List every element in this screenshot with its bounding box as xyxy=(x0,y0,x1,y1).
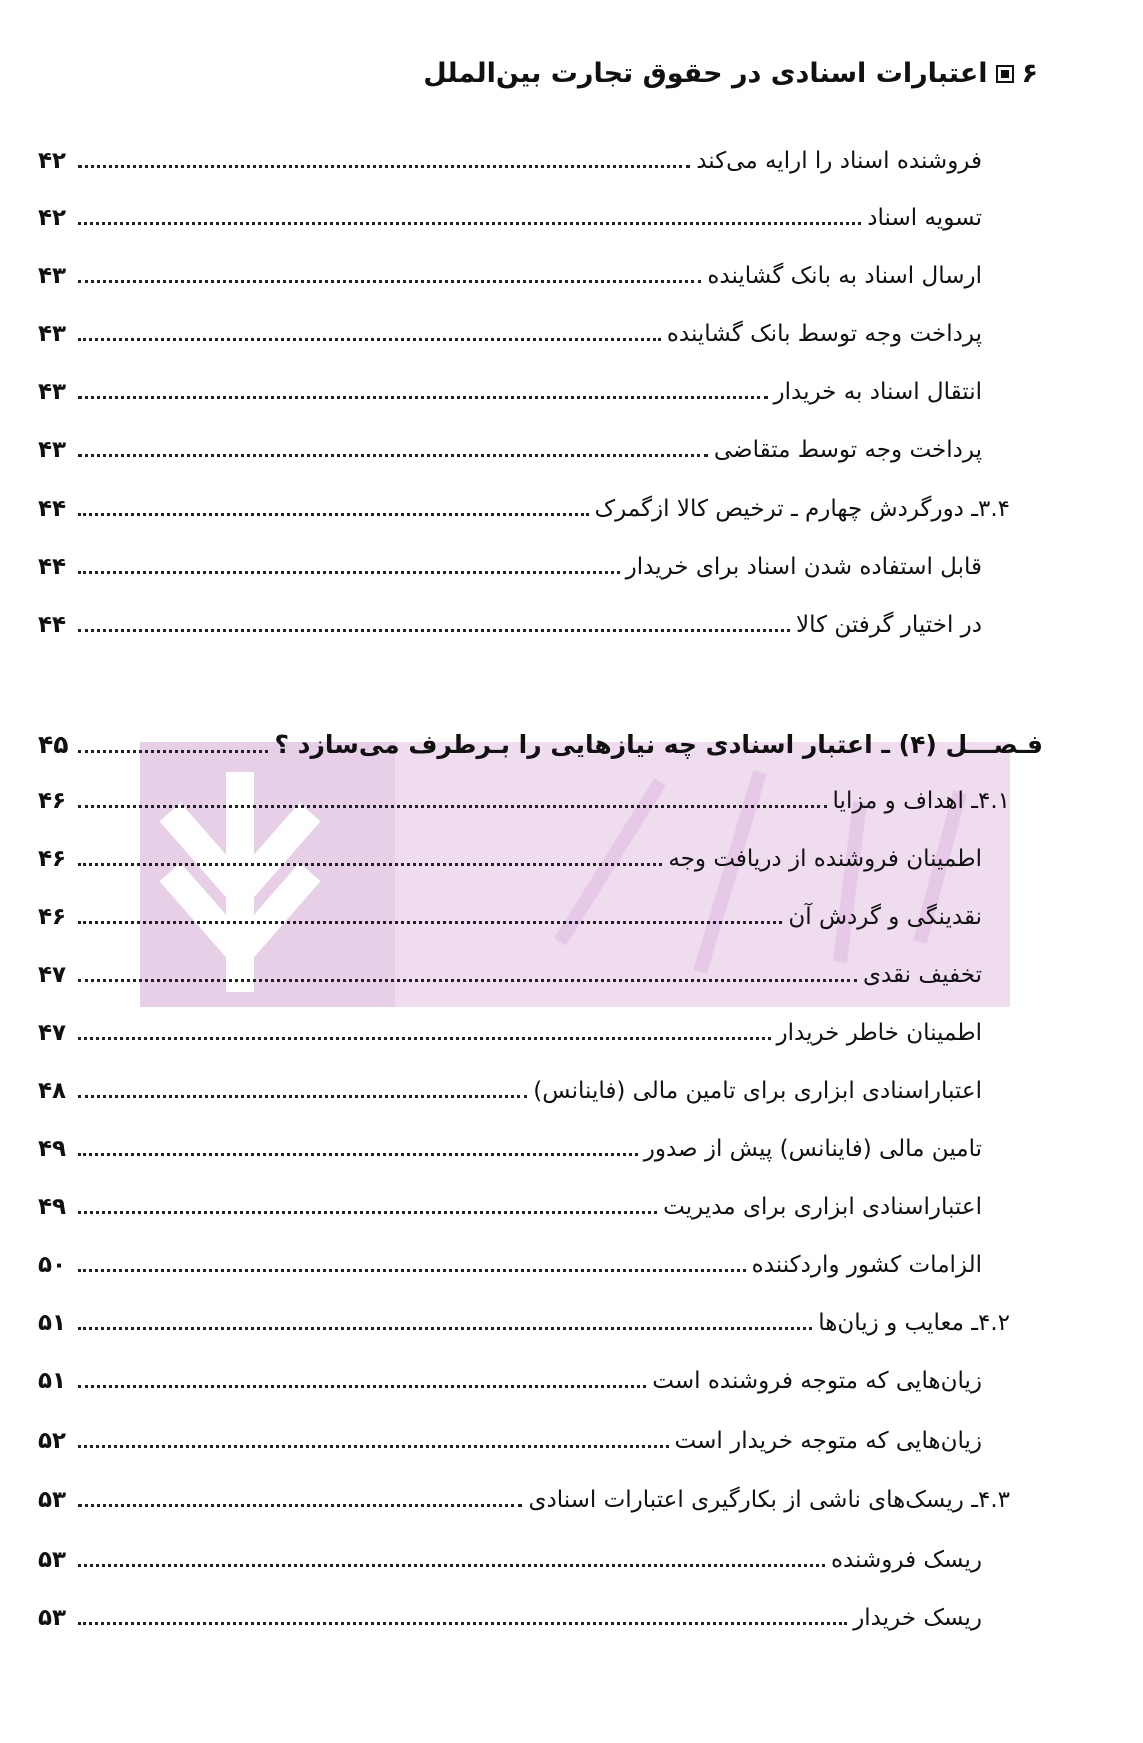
entry-page: ۴۳ xyxy=(38,263,67,289)
entry-page: ۵۱ xyxy=(38,1310,67,1336)
entry-page: ۴۳ xyxy=(38,321,67,347)
toc-entry xyxy=(38,1605,982,1641)
toc-entry xyxy=(38,1368,982,1404)
running-header xyxy=(423,58,1038,89)
dot-leader xyxy=(78,805,827,808)
dot-leader xyxy=(78,629,790,632)
entry-title: ۳.۴ـ دورگردش چهارم ـ ترخیص کالا ازگمرک xyxy=(594,496,1010,522)
entry-page: ۵۱ xyxy=(38,1368,67,1394)
entry-page: ۴۴ xyxy=(38,612,67,638)
entry-title: فـصـــل (۴) ـ اعتبار اسنادی چه نیازهایی را بـرطرف می‌سازد ؟ xyxy=(274,730,1043,759)
dot-leader xyxy=(78,222,861,225)
toc-entry xyxy=(38,962,982,998)
toc-entry xyxy=(38,1136,982,1172)
entry-title: اعتباراسنادی ابزاری برای تامین مالی (فاینانس) xyxy=(533,1078,982,1104)
dot-leader xyxy=(78,1095,527,1098)
dot-leader xyxy=(78,1622,847,1625)
toc-entry xyxy=(38,379,982,415)
toc-entry xyxy=(38,205,982,241)
entry-page: ۴۴ xyxy=(38,554,67,580)
entry-page: ۴۷ xyxy=(38,1020,67,1046)
dot-leader xyxy=(78,750,268,753)
entry-page: ۵۲ xyxy=(38,1428,67,1454)
entry-page: ۴۷ xyxy=(38,962,67,988)
toc-entry xyxy=(38,148,982,184)
book-title: اعتبارات اسنادی در حقوق تجارت بین‌الملل xyxy=(423,58,988,89)
toc-entry xyxy=(38,321,982,357)
entry-title: تخفیف نقدی xyxy=(862,962,982,988)
dot-leader xyxy=(78,1564,825,1567)
toc-entry xyxy=(38,1078,982,1114)
dot-leader xyxy=(78,863,662,866)
toc-entry xyxy=(38,554,982,590)
dot-leader xyxy=(78,1153,638,1156)
toc-entry xyxy=(38,904,982,940)
entry-title: زیان‌هایی که متوجه فروشنده است xyxy=(652,1368,982,1394)
entry-page: ۵۰ xyxy=(38,1252,67,1278)
dot-leader xyxy=(78,571,620,574)
dot-leader xyxy=(78,1385,646,1388)
entry-title: تامین مالی (فاینانس) پیش از صدور xyxy=(643,1136,982,1162)
entry-title: فروشنده اسناد را ارایه می‌کند xyxy=(696,148,982,174)
dot-leader xyxy=(78,396,768,399)
entry-page: ۴۲ xyxy=(38,148,67,174)
entry-page: ۴۵ xyxy=(38,730,69,759)
dot-leader xyxy=(78,1269,746,1272)
entry-title: ریسک فروشنده xyxy=(830,1547,982,1573)
toc-entry xyxy=(38,1020,982,1056)
entry-page: ۵۳ xyxy=(38,1605,67,1631)
dot-leader xyxy=(78,921,782,924)
entry-page: ۴۹ xyxy=(38,1194,67,1220)
entry-page: ۴۲ xyxy=(38,205,67,231)
toc-entry xyxy=(38,263,982,299)
dot-leader xyxy=(78,454,708,457)
dot-leader xyxy=(78,1504,522,1507)
toc-entry xyxy=(38,496,1010,532)
entry-title: پرداخت وجه توسط متقاضی xyxy=(713,437,982,463)
entry-page: ۵۳ xyxy=(38,1487,67,1513)
dot-leader xyxy=(78,280,701,283)
entry-page: ۴۳ xyxy=(38,437,67,463)
entry-page: ۵۳ xyxy=(38,1547,67,1573)
entry-page: ۴۸ xyxy=(38,1078,67,1104)
chapter-entry xyxy=(38,730,1043,766)
dot-leader xyxy=(78,165,690,168)
entry-title: نقدینگی و گردش آن xyxy=(788,904,982,930)
toc-entry xyxy=(38,788,1010,824)
dot-leader xyxy=(78,338,661,341)
toc-entry xyxy=(38,437,982,473)
entry-title: تسویه اسناد xyxy=(867,205,982,231)
entry-title: ریسک خریدار xyxy=(853,1605,982,1631)
entry-page: ۴۳ xyxy=(38,379,67,405)
toc-entry xyxy=(38,1252,982,1288)
entry-title: ۴.۲ـ معایب و زیان‌ها xyxy=(818,1310,1010,1336)
toc-entry xyxy=(38,612,982,648)
entry-title: ۴.۱ـ اهداف و مزایا xyxy=(832,788,1010,814)
entry-title: انتقال اسناد به خریدار xyxy=(773,379,982,405)
entry-title: اعتباراسنادی ابزاری برای مدیریت xyxy=(663,1194,982,1220)
entry-title: ارسال اسناد به بانک گشاینده xyxy=(707,263,982,289)
entry-title: اطمینان خاطر خریدار xyxy=(776,1020,982,1046)
dot-leader xyxy=(78,1327,812,1330)
entry-title: الزامات کشور واردکننده xyxy=(751,1252,982,1278)
entry-page: ۴۴ xyxy=(38,496,67,522)
entry-title: در اختیار گرفتن کالا xyxy=(795,612,982,638)
toc-entry xyxy=(38,846,982,882)
toc-entry xyxy=(38,1428,982,1464)
dot-leader xyxy=(78,513,589,516)
toc-entry xyxy=(38,1194,982,1230)
dot-leader xyxy=(78,1445,669,1448)
entry-title: قابل استفاده شدن اسناد برای خریدار xyxy=(625,554,982,580)
entry-title: اطمینان فروشنده از دریافت وجه xyxy=(668,846,982,872)
page-number: ۶ xyxy=(1021,58,1038,89)
entry-title: ۴.۳ـ ریسک‌های ناشی از بکارگیری اعتبارات اسنادی xyxy=(528,1487,1010,1513)
toc-entry xyxy=(38,1547,982,1583)
dot-leader xyxy=(78,1037,771,1040)
entry-page: ۴۶ xyxy=(38,846,67,872)
toc-entry xyxy=(38,1487,1010,1523)
entry-title: زیان‌هایی که متوجه خریدار است xyxy=(674,1428,982,1454)
dot-leader xyxy=(78,1211,657,1214)
entry-page: ۴۶ xyxy=(38,904,67,930)
entry-page: ۴۹ xyxy=(38,1136,67,1162)
toc-entry xyxy=(38,1310,1010,1346)
square-bullet-icon xyxy=(996,65,1014,83)
dot-leader xyxy=(78,979,857,982)
entry-title: پرداخت وجه توسط بانک گشاینده xyxy=(666,321,982,347)
entry-page: ۴۶ xyxy=(38,788,67,814)
